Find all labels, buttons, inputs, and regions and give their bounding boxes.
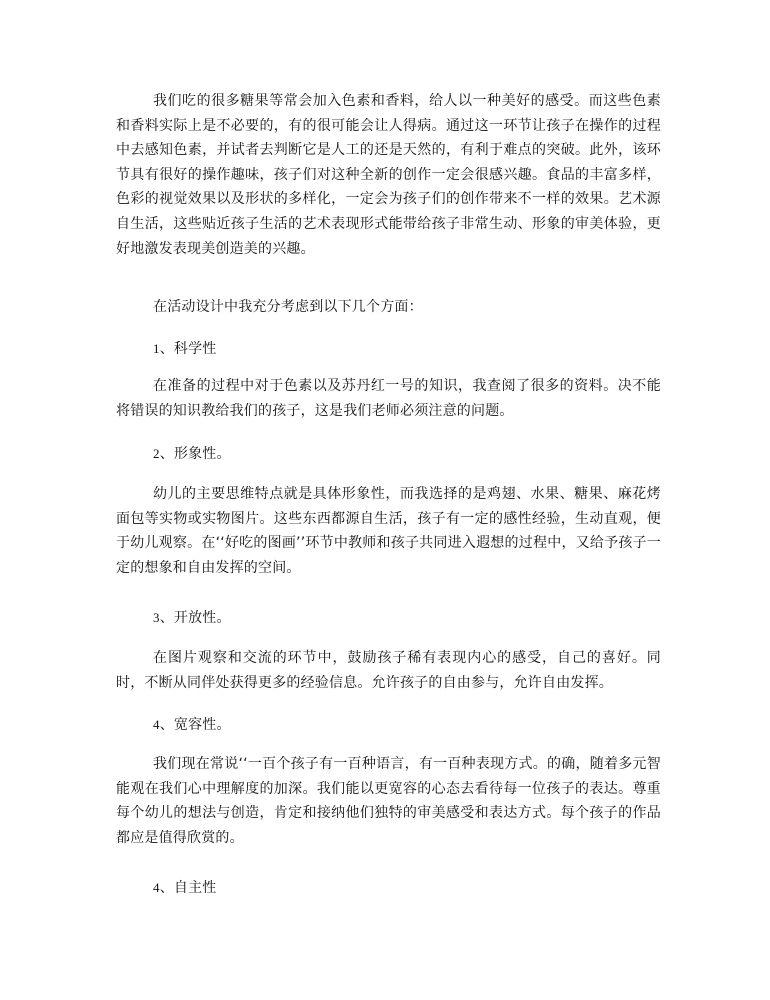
heading-number: 3 [153, 610, 160, 625]
heading-label: 、自主性 [159, 880, 217, 896]
intro-line: 在活动设计中我充分考虑到以下几个方面： [153, 299, 423, 315]
heading-number: 1 [153, 341, 160, 356]
paragraph-candy-pigments: 我们吃的很多糖果等常会加入色素和香料，给人以一种美好的感受。而这些色素和香料实际上是不必要的，有的很可能会让人得病。通过这一环节让孩子在操作的过程中去感知色素，并试者去判断它是人工的还是天然的，有利于难点的突破。此外，该环节具有很好的操作趣味，孩子们对这种全新的创作一定会很感兴趣。食品的丰富多样，色彩的视觉效果以及形状的多样化，一定会为孩子们的创作带来不一样的效果。艺术源自生活，这些贴近孩子生活的艺术表现形式能带给孩子非常生动、形象的审美体验，更好地激发表现美创造美的兴趣。 [116, 93, 661, 257]
heading-number: 2 [153, 446, 160, 461]
heading-tolerance [153, 713, 231, 737]
heading-number: 4 [153, 880, 160, 895]
paragraph-imagery: 幼儿的主要思维特点就是具体形象性，而我选择的是鸡翅、水果、糖果、麻花烤面包等实物或实物图片。这些东西都源自生活，孩子有一定的感性经验，生动直观，便于幼儿观察。在‘‘好吃的图画’’环节中教师和孩子共同进入遐想的过程中，又给予孩子一定的想象和自由发挥的空间。 [116, 486, 661, 576]
paragraph-openness: 在图片观察和交流的环节中，鼓励孩子稀有表现内心的感受，自己的喜好。同时，不断从同伴处获得更多的经验信息。允许孩子的自由参与，允许自由发挥。 [116, 650, 661, 691]
heading-label: 、宽容性。 [159, 717, 231, 733]
paragraph-scientific: 在准备的过程中对于色素以及苏丹红一号的知识，我查阅了很多的资料。决不能将错误的知识教给我们的孩子，这是我们老师必须注意的问题。 [116, 378, 661, 419]
heading-autonomy [153, 876, 217, 900]
paragraph-tolerance: 我们现在常说‘‘一百个孩子有一百种语言，有一百种表现方式。的确，随着多元智能观在我们心中理解度的加深。我们能以更宽容的心态去看待每一位孩子的表达。尊重每个幼儿的想法与创造，肯定和接纳他们独特的审美感受和表达方式。每个孩子的作品都应是值得欣赏的。 [116, 756, 661, 846]
heading-number: 4 [153, 717, 160, 732]
heading-label: 、开放性。 [159, 610, 231, 626]
heading-label: 、形象性。 [159, 446, 231, 462]
heading-imagery [153, 442, 231, 466]
heading-scientific [153, 337, 217, 361]
heading-openness [153, 606, 231, 630]
heading-label: 、科学性 [159, 341, 217, 357]
